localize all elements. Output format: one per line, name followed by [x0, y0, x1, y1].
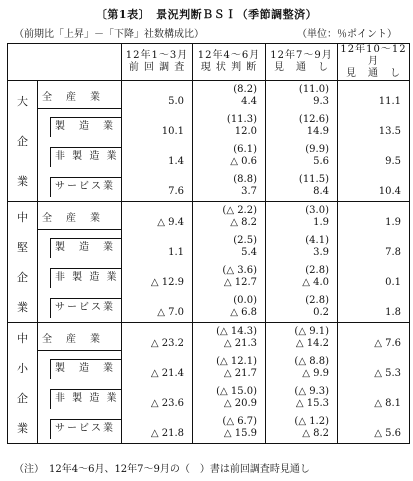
value-cell — [193, 323, 266, 353]
industry-label: 非 製 造 業 — [50, 147, 121, 167]
value-cell — [193, 383, 266, 413]
table-row — [8, 262, 410, 292]
industry-label: 製 造 業 — [50, 117, 121, 137]
value-cell — [338, 171, 410, 201]
value-cell — [122, 353, 193, 383]
previous-forecast-value: (△ 9.1) — [294, 325, 329, 337]
value-cell — [266, 141, 338, 171]
value-cell — [266, 323, 338, 353]
value-cell — [338, 81, 410, 111]
previous-forecast-value: (11.3) — [226, 113, 257, 125]
value: △ 21.7 — [223, 367, 257, 379]
industry-cell — [38, 171, 122, 201]
header-kind: 前 回 調 査 — [128, 62, 186, 73]
bsi-table — [7, 43, 410, 444]
value: △ 4.0 — [302, 277, 329, 289]
value-cell — [193, 141, 266, 171]
industry-label: 製 造 業 — [50, 238, 121, 258]
value-cell — [193, 413, 266, 443]
value-cell — [193, 171, 266, 201]
value: △ 9.9 — [302, 367, 329, 379]
table-row — [8, 81, 410, 111]
industry-cell — [38, 141, 122, 171]
value: 7.6 — [168, 186, 184, 198]
industry-label: 非 製 造 業 — [50, 389, 121, 409]
value-cell — [122, 383, 193, 413]
value-cell — [122, 202, 193, 232]
previous-forecast-value: (3.0) — [305, 204, 329, 216]
industry-label: 製 造 業 — [50, 359, 121, 379]
unit-basis-note: （前期比「上昇」－「下降」社数構成比） — [14, 29, 204, 40]
value: 5.4 — [241, 246, 257, 258]
company-size-char: 中 — [17, 332, 28, 345]
value: 7.8 — [385, 246, 401, 258]
value: 10.4 — [378, 186, 401, 198]
value: △ 21.3 — [223, 337, 257, 349]
header-row — [8, 44, 410, 81]
value: △ 15.9 — [223, 428, 257, 440]
value-cell — [266, 383, 338, 413]
previous-forecast-value: (8.2) — [233, 83, 257, 95]
value-cell — [338, 353, 410, 383]
value-cell — [193, 111, 266, 141]
value-cell — [122, 292, 193, 322]
header-period: 12年10～12月 — [340, 44, 407, 67]
table-title: 〔第1表〕 景況判断ＢＳＩ（季節調整済） — [95, 8, 318, 21]
value-cell — [266, 171, 338, 201]
table-row — [8, 323, 410, 353]
header-cell — [266, 44, 338, 81]
value: 8.4 — [313, 186, 329, 198]
value: 11.1 — [378, 95, 401, 107]
header-period: 12年7～9月 — [270, 50, 333, 61]
previous-forecast-value: (△ 1.2) — [294, 416, 329, 428]
unit-note: （単位：％ポイント） — [297, 29, 397, 40]
previous-forecast-value: (△ 6.7) — [222, 416, 257, 428]
value: △ 5.3 — [374, 367, 401, 379]
previous-forecast-value: (9.9) — [305, 144, 329, 156]
previous-forecast-value: (△ 15.0) — [216, 386, 257, 398]
industry-cell — [38, 81, 122, 111]
table-row — [8, 353, 410, 383]
value-cell — [193, 202, 266, 232]
table-row — [8, 141, 410, 171]
table-row — [8, 111, 410, 141]
industry-label: 全 産 業 — [38, 89, 121, 109]
industry-cell — [38, 202, 122, 232]
value: △ 8.2 — [302, 428, 329, 440]
value-cell — [266, 353, 338, 383]
value-cell — [122, 141, 193, 171]
header-blank-cell — [8, 44, 122, 81]
company-size-cell — [8, 81, 38, 202]
value-cell — [338, 232, 410, 262]
value-cell — [193, 81, 266, 111]
value: △ 9.4 — [157, 216, 184, 228]
previous-forecast-value: (0.0) — [233, 295, 257, 307]
value-cell — [122, 232, 193, 262]
table-row — [8, 292, 410, 322]
value: △ 12.7 — [223, 277, 257, 289]
value: △ 0.6 — [230, 156, 257, 168]
industry-cell — [38, 111, 122, 141]
value: △ 23.2 — [150, 337, 184, 349]
previous-forecast-value: (2.8) — [305, 265, 329, 277]
value: 10.1 — [161, 125, 184, 137]
previous-forecast-value: (8.8) — [233, 174, 257, 186]
header-period: 12年4～6月 — [197, 50, 261, 61]
industry-label: 全 産 業 — [38, 331, 121, 351]
value-cell — [122, 171, 193, 201]
value: △ 6.8 — [230, 307, 257, 319]
value-cell — [266, 292, 338, 322]
company-size-char: 堅 — [17, 241, 28, 254]
industry-cell — [38, 383, 122, 413]
industry-cell — [38, 413, 122, 443]
header-cell — [193, 44, 266, 81]
header-cell — [122, 44, 193, 81]
previous-forecast-value: (△ 2.2) — [222, 204, 257, 216]
company-size-char: 企 — [17, 135, 28, 148]
value: △ 15.3 — [295, 398, 329, 410]
value-cell — [193, 292, 266, 322]
value: 1.9 — [313, 216, 329, 228]
value-cell — [266, 81, 338, 111]
industry-cell — [38, 292, 122, 322]
previous-forecast-value: (4.1) — [305, 234, 329, 246]
value-cell — [122, 81, 193, 111]
value-cell — [338, 383, 410, 413]
value: 4.4 — [241, 95, 257, 107]
value: 12.0 — [234, 125, 257, 137]
value: △ 21.8 — [150, 428, 184, 440]
value-cell — [338, 413, 410, 443]
previous-forecast-value: (△ 12.1) — [216, 355, 257, 367]
industry-label: サービス業 — [50, 298, 121, 318]
value: 1.8 — [385, 307, 401, 319]
value-cell — [338, 323, 410, 353]
value: △ 7.0 — [157, 307, 184, 319]
value-cell — [193, 262, 266, 292]
company-size-char: 業 — [17, 422, 28, 435]
value-cell — [193, 353, 266, 383]
value: 14.9 — [306, 125, 329, 137]
value: 0.2 — [313, 307, 329, 319]
company-size-char: 業 — [17, 301, 28, 314]
value-cell — [122, 323, 193, 353]
value: 5.6 — [313, 156, 329, 168]
value-cell — [122, 111, 193, 141]
industry-cell — [38, 232, 122, 262]
company-size-char: 中 — [17, 211, 28, 224]
value: △ 8.1 — [374, 398, 401, 410]
industry-label: サービス業 — [50, 419, 121, 439]
previous-forecast-value: (△ 9.3) — [294, 386, 329, 398]
value: △ 20.9 — [223, 398, 257, 410]
industry-label: 全 産 業 — [38, 210, 121, 230]
previous-forecast-value: (11.5) — [298, 174, 329, 186]
value-cell — [122, 262, 193, 292]
value: △ 5.6 — [374, 428, 401, 440]
company-size-cell — [8, 323, 38, 444]
value-cell — [266, 262, 338, 292]
value-cell — [193, 232, 266, 262]
industry-cell — [38, 262, 122, 292]
value: 1.1 — [168, 246, 184, 258]
footnote: （注） 12年4～6月、12年7～9月の（ ）書は前回調査時見通し — [14, 464, 310, 475]
company-size-cell — [8, 202, 38, 323]
previous-forecast-value: (△ 3.6) — [222, 265, 257, 277]
value-cell — [266, 111, 338, 141]
value: △ 7.6 — [374, 337, 401, 349]
company-size-char: 企 — [17, 392, 28, 405]
previous-forecast-value: (11.0) — [298, 83, 329, 95]
company-size-char: 小 — [17, 362, 28, 375]
value: 1.4 — [168, 156, 184, 168]
value-cell — [266, 232, 338, 262]
header-period: 12年1～3月 — [125, 50, 189, 61]
value: 9.5 — [385, 156, 401, 168]
company-size-char: 大 — [17, 95, 28, 108]
value: 3.7 — [241, 186, 257, 198]
table-row — [8, 383, 410, 413]
header-kind: 見 通 し — [346, 68, 401, 79]
value-cell — [338, 141, 410, 171]
header-cell — [338, 44, 410, 81]
value: 1.9 — [385, 216, 401, 228]
industry-label: サービス業 — [50, 177, 121, 197]
value: △ 8.2 — [230, 216, 257, 228]
value: 0.1 — [385, 277, 401, 289]
company-size-char: 企 — [17, 271, 28, 284]
industry-label: 非 製 造 業 — [50, 268, 121, 288]
value-cell — [338, 262, 410, 292]
company-size-char: 業 — [17, 175, 28, 188]
previous-forecast-value: (2.5) — [233, 234, 257, 246]
value-cell — [266, 413, 338, 443]
previous-forecast-value: (△ 8.8) — [294, 355, 329, 367]
value-cell — [338, 202, 410, 232]
previous-forecast-value: (2.8) — [305, 295, 329, 307]
value: △ 14.2 — [295, 337, 329, 349]
table-row — [8, 171, 410, 201]
value: 9.3 — [313, 95, 329, 107]
industry-cell — [38, 323, 122, 353]
previous-forecast-value: (12.6) — [298, 113, 329, 125]
value-cell — [338, 292, 410, 322]
previous-forecast-value: (△ 14.3) — [216, 325, 257, 337]
previous-forecast-value: (6.1) — [233, 144, 257, 156]
value: 13.5 — [378, 125, 401, 137]
table-row — [8, 413, 410, 443]
table-row — [8, 202, 410, 232]
value-cell — [338, 111, 410, 141]
value: 3.9 — [313, 246, 329, 258]
value: △ 23.6 — [150, 398, 184, 410]
value-cell — [266, 202, 338, 232]
value: △ 12.9 — [150, 277, 184, 289]
value-cell — [122, 413, 193, 443]
header-kind: 見 通 し — [274, 62, 329, 73]
header-kind: 現 状 判 断 — [200, 62, 258, 73]
industry-cell — [38, 353, 122, 383]
value: 5.0 — [168, 95, 184, 107]
table-row — [8, 232, 410, 262]
value: △ 21.4 — [150, 367, 184, 379]
